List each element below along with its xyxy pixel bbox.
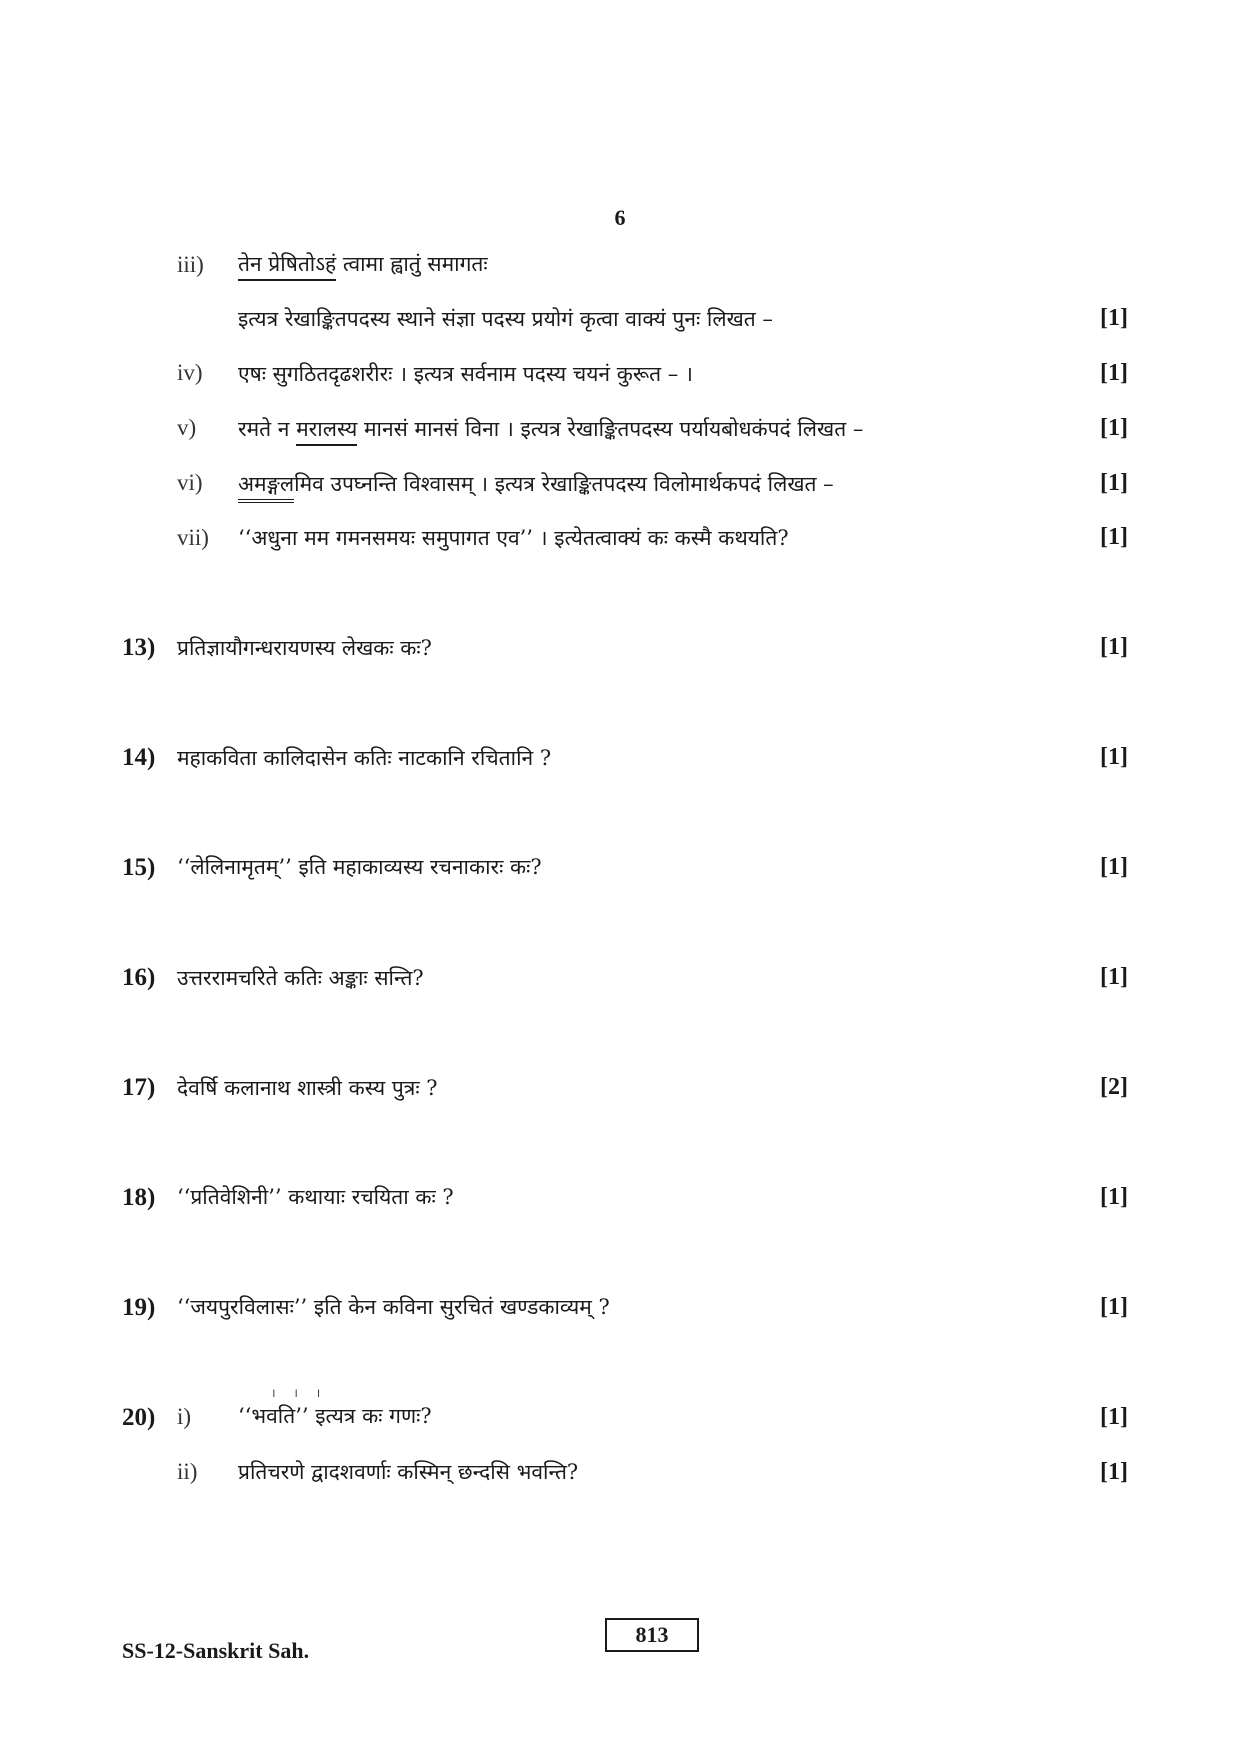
question-text-post: मानसं मानसं विना । इत्यत्र रेखाङ्कितपदस्य पर्यायबोधकंपदं लिखत – <box>357 417 864 441</box>
question-number: 13) <box>122 634 156 661</box>
underlined-phrase: मरालस्य <box>296 417 357 446</box>
question-text: ‘‘जयपुरविलासः’’ इति केन कविना सुरचितं खण्डकाव्यम् ? <box>177 1295 610 1319</box>
marks-label: [1] <box>1100 524 1128 550</box>
question-text: ‘‘प्रतिवेशिनी’’ कथायाः रचयिता कः ? <box>177 1185 454 1209</box>
question-text-pre: रमते न <box>238 417 297 441</box>
subpart-number: iii) <box>177 252 204 277</box>
question-number: 14) <box>122 744 156 771</box>
page-number: 6 <box>614 205 626 230</box>
marks-label: [2] <box>1100 1074 1128 1100</box>
question-text: ‘‘अधुना मम गमनसमयः समुपागत एव’’ । इत्येतत्वाक्यं कः कस्मै कथयति? <box>238 526 789 550</box>
question-text: महाकविता कालिदासेन कतिः नाटकानि रचितानि ? <box>177 746 552 770</box>
question-text <box>238 415 863 443</box>
meter-marks: । । । <box>271 1386 328 1400</box>
underlined-phrase: अमङ्गल <box>238 472 294 503</box>
question-number: 15) <box>122 854 156 881</box>
question-number: 17) <box>122 1074 156 1101</box>
subpart-number: vi) <box>177 470 203 495</box>
question-number: 20) <box>122 1404 156 1431</box>
question-text: प्रतिज्ञायौगन्धरायणस्य लेखकः कः? <box>177 636 432 660</box>
question-instruction: इत्यत्र रेखाङ्कितपदस्य स्थाने संज्ञा पदस्य प्रयोगं कृत्वा वाक्यं पुनः लिखत – <box>238 307 773 331</box>
marks-label: [1] <box>1100 1459 1128 1485</box>
question-text: प्रतिचरणे द्वादशवर्णाः कस्मिन् छन्दसि भवन्ति? <box>238 1460 579 1484</box>
question-text: देवर्षि कलानाथ शास्त्री कस्य पुत्रः ? <box>177 1076 438 1100</box>
marks-label: [1] <box>1100 1294 1128 1320</box>
question-text: एषः सुगठितदृढशरीरः । इत्यत्र सर्वनाम पदस्य चयनं कुरूत – । <box>238 362 693 386</box>
question-number: 19) <box>122 1294 156 1321</box>
marks-label: [1] <box>1100 415 1128 441</box>
marks-label: [1] <box>1100 964 1128 990</box>
marks-label: [1] <box>1100 1404 1128 1430</box>
marks-label: [1] <box>1100 634 1128 660</box>
marks-label: [1] <box>1100 470 1128 496</box>
question-number: 18) <box>122 1184 156 1211</box>
marks-label: [1] <box>1100 360 1128 386</box>
question-text: उत्तररामचरिते कतिः अङ्काः सन्ति? <box>177 966 424 990</box>
underlined-phrase: तेन प्रेषितोऽहं <box>238 252 336 281</box>
question-text-rest: त्वामा ह्वातुं समागतः <box>336 252 488 276</box>
question-text: ‘‘लेलिनामृतम्’’ इति महाकाव्यस्य रचनाकारः कः? <box>177 855 542 879</box>
marks-label: [1] <box>1100 305 1128 331</box>
subpart-number: i) <box>177 1404 192 1429</box>
subpart-number: vii) <box>177 525 209 550</box>
question-text <box>238 470 834 498</box>
marks-label: [1] <box>1100 744 1128 770</box>
question-text-post: मिव उपघ्नन्ति विश्वासम् । इत्यत्र रेखाङ्कितपदस्य विलोमार्थकपदं लिखत – <box>294 472 834 496</box>
subpart-number: v) <box>177 415 197 440</box>
subpart-number: iv) <box>177 360 203 385</box>
question-number: 16) <box>122 964 156 991</box>
marks-label: [1] <box>1100 854 1128 880</box>
page-code-box: 813 <box>605 1618 699 1652</box>
question-text <box>238 250 488 278</box>
subpart-number: ii) <box>177 1459 198 1484</box>
marks-label: [1] <box>1100 1184 1128 1210</box>
question-text: ‘‘भवति’’ इत्यत्र कः गणः? <box>238 1404 432 1428</box>
paper-code: SS-12-Sanskrit Sah. <box>122 1638 310 1663</box>
